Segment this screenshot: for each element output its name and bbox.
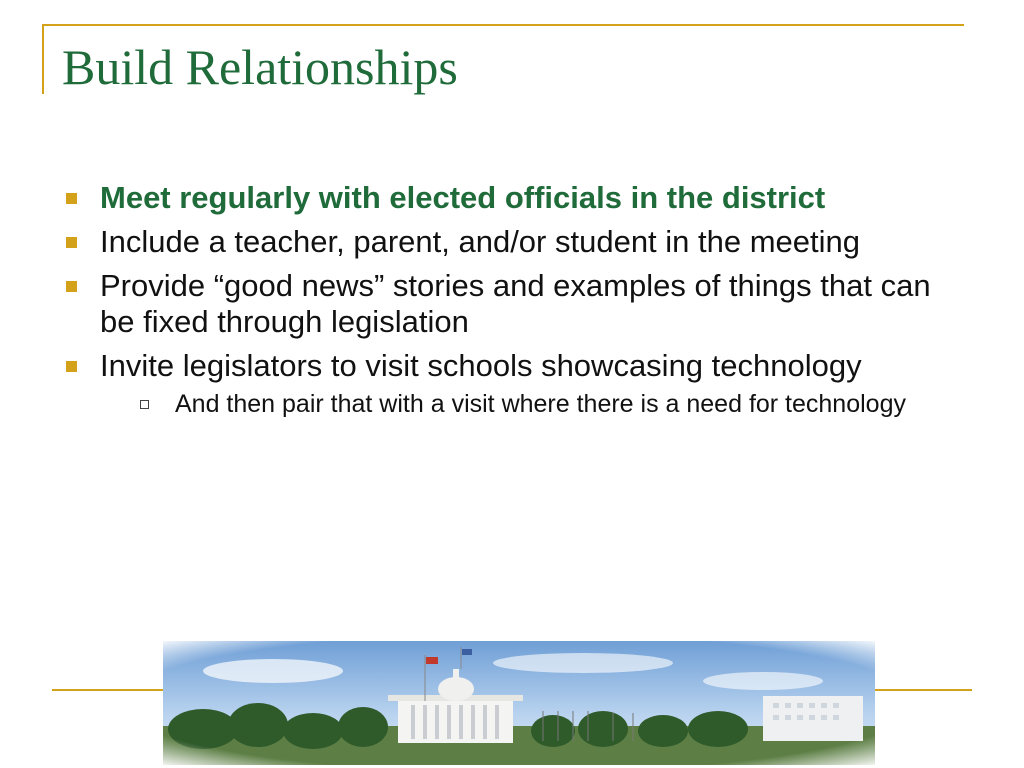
bullet-text: Invite legislators to visit schools showcasing technology: [100, 348, 862, 383]
hollow-square-bullet-icon: [140, 400, 149, 409]
square-bullet-icon: [66, 361, 77, 372]
bullet-list: [62, 180, 962, 427]
bullet-item: [62, 224, 962, 260]
left-accent-rule: [42, 24, 44, 94]
square-bullet-icon: [66, 193, 77, 204]
slide-title: Build Relationships: [62, 39, 458, 95]
bullet-item: [62, 348, 962, 419]
top-accent-rule: [42, 24, 964, 26]
bullet-item: [62, 268, 962, 340]
capitol-building-photo: [163, 641, 875, 765]
bullet-text: Include a teacher, parent, and/or student in the meeting: [100, 224, 861, 259]
bullet-text: Meet regularly with elected officials in the district: [100, 180, 826, 215]
bottom-accent-rule-right: [874, 689, 972, 691]
bullet-text: Provide “good news” stories and examples of things that can be fixed through legislation: [100, 268, 931, 339]
bullet-item: [62, 180, 962, 216]
square-bullet-icon: [66, 281, 77, 292]
bottom-accent-rule-left: [52, 689, 164, 691]
square-bullet-icon: [66, 237, 77, 248]
sub-bullet-item: [100, 390, 962, 419]
sub-bullet-text: And then pair that with a visit where there is a need for technology: [175, 390, 906, 418]
